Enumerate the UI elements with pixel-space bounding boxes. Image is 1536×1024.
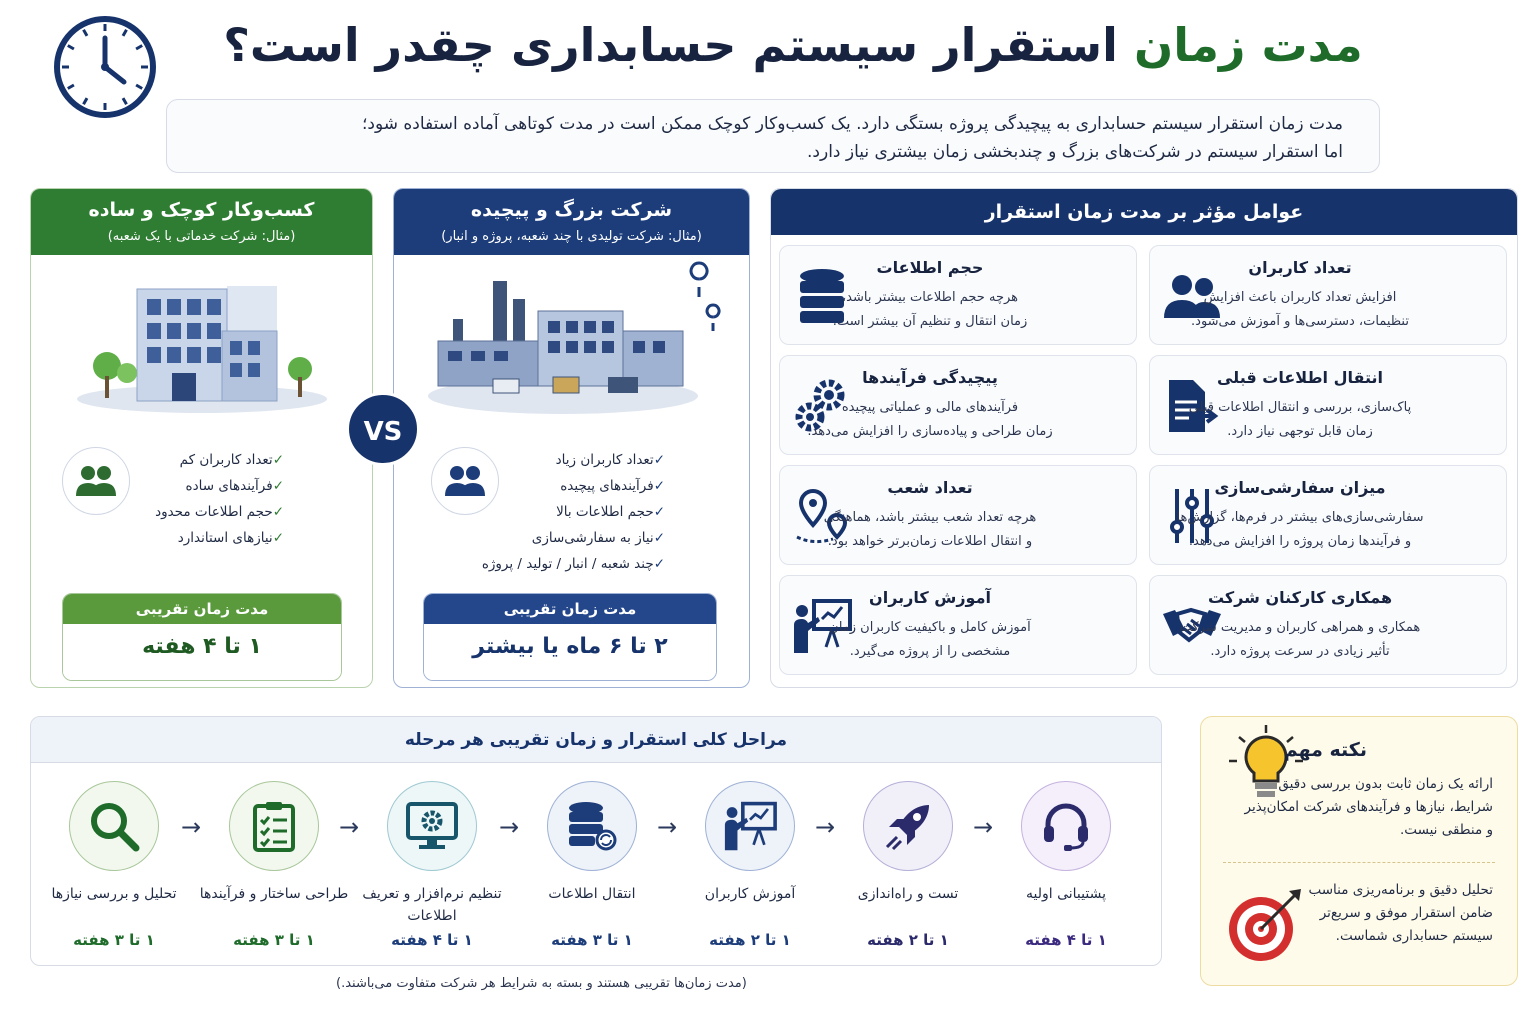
office-building-illustration <box>52 261 352 421</box>
stage-testing-launch <box>833 781 983 949</box>
large-company-card <box>393 188 750 688</box>
feature-item: ✓نیاز به سفارشی‌سازی <box>531 530 665 546</box>
factor-desc: فرآیندهای مالی و عملیاتی پیچیده زمان طراحی و پیاده‌سازی را افزایش می‌دهد. <box>807 400 1053 439</box>
note-title: نکته مهم <box>1283 739 1367 761</box>
large-duration-box <box>423 593 717 681</box>
stage-duration: ۱ تا ۳ هفته <box>73 931 155 949</box>
intro-line-2: اما استقرار سیستم در شرکت‌های بزرگ و چندبخشی زمان بیشتری نیاز دارد. <box>807 142 1343 162</box>
factor-desc: هرچه تعداد شعب بیشتر باشد، هماهنگی و انتقال اطلاعات زمان‌برتر خواهد بود. <box>823 510 1037 549</box>
intro-line-1: مدت زمان استقرار سیستم حسابداری به پیچیدگی پروژه بستگی دارد. یک کسب‌وکار کوچک ممکن است در مدت کوتاهی آماده استفاده شود؛ <box>361 114 1343 134</box>
stage-name: تست و راه‌اندازی <box>857 886 959 902</box>
arrow-right-icon: → <box>339 813 360 841</box>
arrow-right-icon: → <box>499 813 520 841</box>
magnifier-icon <box>69 781 159 871</box>
factor-desc: هرچه حجم اطلاعات بیشتر باشد، زمان انتقال و تنظیم آن بیشتر است. <box>832 290 1028 329</box>
factor-desc: سفارشی‌سازی‌های بیشتر در فرم‌ها، گزارش‌ها و فرآیندها زمان پروژه را افزایش می‌دهد. <box>1176 510 1424 549</box>
small-business-subtitle: (مثال: شرکت خدماتی با یک شعبه) <box>107 229 296 244</box>
monitor-gear-icon <box>387 781 477 871</box>
factors-title: عوامل مؤثر بر مدت زمان استقرار <box>771 189 1517 235</box>
factor-data-volume <box>779 245 1137 345</box>
feature-item: ✓چند شعبه / انبار / تولید / پروژه <box>481 556 665 572</box>
factor-branches <box>779 465 1137 565</box>
large-company-features <box>482 447 673 577</box>
factor-data-migration <box>1149 355 1507 455</box>
page-title-accent: مدت زمان <box>1133 18 1363 72</box>
small-business-title: کسب‌وکار کوچک و ساده <box>88 199 315 221</box>
note-text-1: ارائه یک زمان ثابت بدون بررسی دقیق شرایط، نیازها و فرآیندهای شرکت امکان‌پذیر و منطقی نیست. <box>1244 776 1493 838</box>
factor-desc: آموزش کامل و باکیفیت کاربران زمان مشخصی را از پروژه می‌گیرد. <box>829 620 1031 659</box>
small-business-header <box>31 189 372 255</box>
factor-title: پیچیدگی فرآیندها <box>862 368 998 387</box>
small-business-features <box>155 447 292 551</box>
rocket-icon <box>863 781 953 871</box>
arrow-right-icon: → <box>657 813 678 841</box>
presentation-icon <box>705 781 795 871</box>
factor-staff-cooperation <box>1149 575 1507 675</box>
stages-title: مراحل کلی استقرار و زمان تقریبی هر مرحله <box>31 717 1161 763</box>
factor-customization <box>1149 465 1507 565</box>
vs-badge: VS <box>346 392 420 466</box>
factor-title: تعداد شعب <box>887 478 973 497</box>
large-duration-value: ۲ تا ۶ ماه یا بیشتر <box>424 624 716 680</box>
stage-name: طراحی ساختار و فرآیندها <box>199 886 349 902</box>
factor-desc: پاک‌سازی، بررسی و انتقال اطلاعات قبلی زمان قابل توجهی نیاز دارد. <box>1188 400 1412 439</box>
stage-duration: ۱ تا ۴ هفته <box>391 931 473 949</box>
factory-illustration <box>413 261 729 421</box>
stage-name: تحلیل و بررسی نیازها <box>51 886 177 902</box>
stage-user-training <box>675 781 825 949</box>
feature-item: ✓تعداد کاربران کم <box>179 452 284 468</box>
large-duration-label: مدت زمان تقریبی <box>424 594 716 624</box>
page-title <box>200 18 1386 72</box>
stage-software-setup <box>357 781 507 949</box>
stage-needs-analysis <box>39 781 189 949</box>
factor-title: انتقال اطلاعات قبلی <box>1216 368 1383 387</box>
stage-initial-support <box>991 781 1141 949</box>
large-company-title: شرکت بزرگ و پیچیده <box>470 199 673 221</box>
intro-box <box>166 99 1380 173</box>
stages-panel <box>30 716 1162 966</box>
stage-name: پشتیبانی اولیه <box>1026 886 1106 902</box>
factor-title: حجم اطلاعات <box>876 258 984 277</box>
stage-duration: ۱ تا ۲ هفته <box>709 931 791 949</box>
feature-item: ✓حجم اطلاعات محدود <box>155 504 284 520</box>
factors-panel <box>770 188 1518 688</box>
stage-duration: ۱ تا ۳ هفته <box>233 931 315 949</box>
stage-data-migration <box>517 781 667 949</box>
feature-item: ✓نیازهای استاندارد <box>177 530 284 546</box>
arrow-right-icon: → <box>181 813 202 841</box>
large-company-subtitle: (مثال: شرکت تولیدی با چند شعبه، پروژه و انبار) <box>441 229 702 244</box>
note-divider <box>1223 862 1495 863</box>
arrow-right-icon: → <box>815 813 836 841</box>
stages-footnote: (مدت زمان‌ها تقریبی هستند و بسته به شرایط هر شرکت متفاوت می‌باشند.) <box>336 976 747 991</box>
arrow-right-icon: → <box>973 813 994 841</box>
factor-user-training <box>779 575 1137 675</box>
headset-icon <box>1021 781 1111 871</box>
small-duration-value: ۱ تا ۴ هفته <box>63 624 341 680</box>
stage-name: تنظیم نرم‌افزار و تعریف اطلاعات <box>362 886 502 924</box>
factor-title: تعداد کاربران <box>1248 258 1352 277</box>
stage-name: انتقال اطلاعات <box>548 886 636 902</box>
factor-desc: همکاری و همراهی کاربران و مدیریت شرکت تأثیر زیادی در سرعت پروژه دارد. <box>1179 620 1421 659</box>
important-note-box <box>1200 716 1518 986</box>
stage-structure-design <box>199 781 349 949</box>
factor-process-complexity <box>779 355 1137 455</box>
large-company-header <box>394 189 749 255</box>
feature-item: ✓فرآیندهای پیچیده <box>560 478 665 494</box>
factor-desc: افزایش تعداد کاربران باعث افزایش تنظیمات، دسترسی‌ها و آموزش می‌شود. <box>1191 290 1409 329</box>
note-text-2: تحلیل دقیق و برنامه‌ریزی مناسب ضامن استقرار موفق و سریع‌تر سیستم حسابداری شماست. <box>1308 882 1493 944</box>
feature-item: ✓فرآیندهای ساده <box>185 478 284 494</box>
small-duration-box <box>62 593 342 681</box>
feature-item: ✓تعداد کاربران زیاد <box>555 452 665 468</box>
feature-item: ✓حجم اطلاعات بالا <box>556 504 665 520</box>
page-title-rest: استقرار سیستم حسابداری چقدر است؟ <box>223 18 1118 72</box>
stage-name: آموزش کاربران <box>704 886 796 902</box>
factor-title: میزان سفارشی‌سازی <box>1214 478 1386 497</box>
clock-icon <box>52 14 158 120</box>
small-business-card <box>30 188 373 688</box>
stage-duration: ۱ تا ۳ هفته <box>551 931 633 949</box>
small-duration-label: مدت زمان تقریبی <box>63 594 341 624</box>
checklist-icon <box>229 781 319 871</box>
stage-duration: ۱ تا ۴ هفته <box>1025 931 1107 949</box>
factor-title: آموزش کاربران <box>869 588 991 607</box>
stage-duration: ۱ تا ۲ هفته <box>867 931 949 949</box>
factor-users <box>1149 245 1507 345</box>
database-sync-icon <box>547 781 637 871</box>
factor-title: همکاری کارکنان شرکت <box>1207 588 1393 607</box>
small-users-icon <box>62 447 130 515</box>
